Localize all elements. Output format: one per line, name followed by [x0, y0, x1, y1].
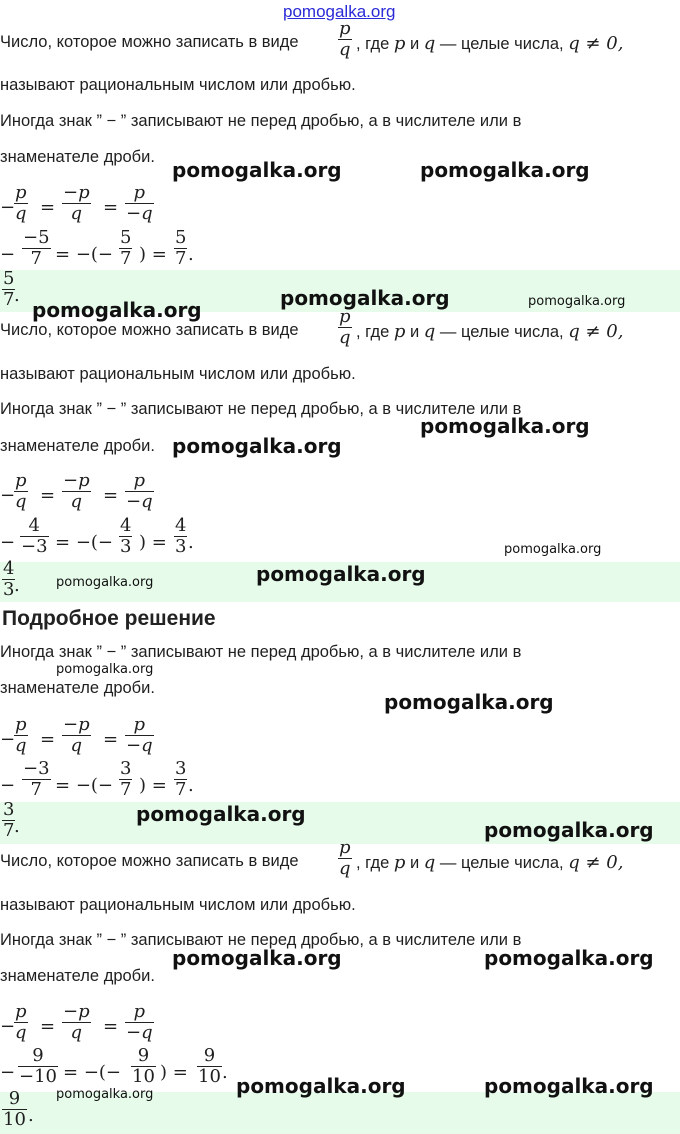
fraction-p-q: p q — [15, 182, 27, 224]
equals-sign: = −(− — [55, 244, 114, 265]
fraction-computation: 3 7 — [120, 758, 132, 800]
watermark: pomogalka.org — [236, 1074, 406, 1098]
fraction-result: 3 7 — [175, 758, 187, 800]
sign-note-line-1: Иногда знак ” − ” записывают не перед дробью, а в числителе или в — [0, 931, 522, 949]
answer-fraction: 9 10 — [3, 1088, 26, 1130]
fraction-computation: 5 7 — [120, 227, 132, 269]
period: . — [222, 1062, 228, 1083]
equals-sign: = −(− — [55, 775, 114, 796]
paren-equals: ) = — [139, 775, 167, 796]
definition-line: Число, которое можно записать в виде — [0, 321, 299, 339]
minus-sign: − — [0, 729, 16, 750]
fraction-p-negq: p −q — [126, 182, 153, 224]
watermark: pomogalka.org — [420, 158, 590, 182]
watermark: pomogalka.org — [484, 818, 654, 842]
fraction-computation: 9 10 — [132, 1045, 155, 1087]
minus-sign: − — [0, 1062, 16, 1083]
watermark: pomogalka.org — [32, 298, 202, 322]
paren-equals: ) = — [160, 1062, 188, 1083]
definition-line-2: называют рациональным числом или дробью. — [0, 896, 356, 914]
minus-sign: − — [0, 485, 16, 506]
definition-line-rest: , где p и q — целые числа, q ≠ 0, — [356, 321, 624, 342]
watermark: pomogalka.org — [484, 946, 654, 970]
watermark: pomogalka.org — [56, 662, 154, 677]
watermark: pomogalka.org — [420, 414, 590, 438]
equals-sign: = — [40, 1016, 56, 1037]
period: . — [14, 285, 20, 306]
fraction-computation: 4 3 — [120, 515, 132, 557]
equals-sign: = — [40, 197, 56, 218]
watermark: pomogalka.org — [280, 286, 450, 310]
definition-line-2: называют рациональным числом или дробью. — [0, 365, 356, 383]
fraction-p-over-q: p q — [339, 306, 351, 348]
site-link[interactable]: pomogalka.org — [283, 2, 396, 21]
watermark: pomogalka.org — [56, 575, 154, 590]
paren-equals: ) = — [139, 532, 167, 553]
fraction-computation: 4 −3 — [21, 515, 48, 557]
definition-line-rest: , где p и q — целые числа, q ≠ 0, — [356, 852, 624, 873]
sign-note-line-2: знаменателе дроби. — [0, 437, 155, 455]
fraction-p-over-q: p q — [339, 837, 351, 879]
watermark: pomogalka.org — [172, 946, 342, 970]
fraction-computation: −5 7 — [23, 227, 50, 269]
fraction-p-over-q: p q — [339, 18, 351, 60]
paren-equals: ) = — [139, 244, 167, 265]
fraction-computation: −3 7 — [23, 758, 50, 800]
sign-note-line-1: Иногда знак ” − ” записывают не перед дробью, а в числителе или в — [0, 400, 522, 418]
fraction-negp-q: −p q — [63, 470, 90, 512]
period: . — [28, 1105, 34, 1126]
equals-sign: = — [103, 729, 119, 750]
answer-fraction: 5 7 — [3, 268, 15, 310]
minus-sign: − — [0, 532, 16, 553]
watermark: pomogalka.org — [484, 1074, 654, 1098]
equals-sign: = — [103, 1016, 119, 1037]
period: . — [188, 532, 194, 553]
period: . — [14, 816, 20, 837]
fraction-negp-q: −p q — [63, 1001, 90, 1043]
fraction-p-q: p q — [15, 714, 27, 756]
sign-note-line-2: знаменателе дроби. — [0, 148, 155, 166]
period: . — [188, 244, 194, 265]
fraction-p-negq: p −q — [126, 1001, 153, 1043]
watermark: pomogalka.org — [528, 294, 626, 309]
sign-note-line-2: знаменателе дроби. — [0, 967, 155, 985]
fraction-result: 4 3 — [175, 515, 187, 557]
definition-line: Число, которое можно записать в виде — [0, 852, 299, 870]
minus-sign: − — [0, 775, 16, 796]
watermark: pomogalka.org — [504, 542, 602, 557]
definition-line-2: называют рациональным числом или дробью. — [0, 76, 356, 94]
sign-note-line-1: Иногда знак ” − ” записывают не перед дробью, а в числителе или в — [0, 643, 522, 661]
definition-line — [0, 33, 299, 52]
fraction-p-q: p q — [15, 1001, 27, 1043]
fraction-computation: 9 −10 — [19, 1045, 57, 1087]
watermark: pomogalka.org — [384, 690, 554, 714]
minus-sign: − — [0, 197, 16, 218]
minus-sign: − — [0, 244, 16, 265]
equals-sign: = — [40, 485, 56, 506]
watermark: pomogalka.org — [56, 1087, 154, 1102]
fraction-p-negq: p −q — [126, 470, 153, 512]
definition-line-rest: , где p и q — целые числа, q ≠ 0, — [356, 33, 624, 54]
definition-text: Число, которое можно записать в виде — [0, 33, 299, 51]
watermark: pomogalka.org — [172, 158, 342, 182]
watermark: pomogalka.org — [256, 562, 426, 586]
fraction-result: 9 10 — [198, 1045, 221, 1087]
watermark: pomogalka.org — [136, 802, 306, 826]
fraction-p-negq: p −q — [126, 714, 153, 756]
sign-note-line-1: Иногда знак ” − ” записывают не перед дробью, а в числителе или в — [0, 112, 522, 130]
sign-note-line-2: знаменателе дроби. — [0, 679, 155, 697]
fraction-p-q: p q — [15, 470, 27, 512]
equals-sign: = — [103, 197, 119, 218]
fraction-negp-q: −p q — [63, 714, 90, 756]
answer-fraction: 3 7 — [3, 799, 15, 841]
equals-sign: = — [103, 485, 119, 506]
fraction-negp-q: −p q — [63, 182, 90, 224]
equals-sign: = −(− — [63, 1062, 122, 1083]
minus-sign: − — [0, 1016, 16, 1037]
period: . — [188, 775, 194, 796]
detailed-solution-heading: Подробное решение — [2, 607, 216, 630]
period: . — [14, 575, 20, 596]
fraction-result: 5 7 — [175, 227, 187, 269]
equals-sign: = — [40, 729, 56, 750]
watermark: pomogalka.org — [172, 434, 342, 458]
answer-fraction: 4 3 — [3, 558, 15, 600]
equals-sign: = −(− — [55, 532, 114, 553]
